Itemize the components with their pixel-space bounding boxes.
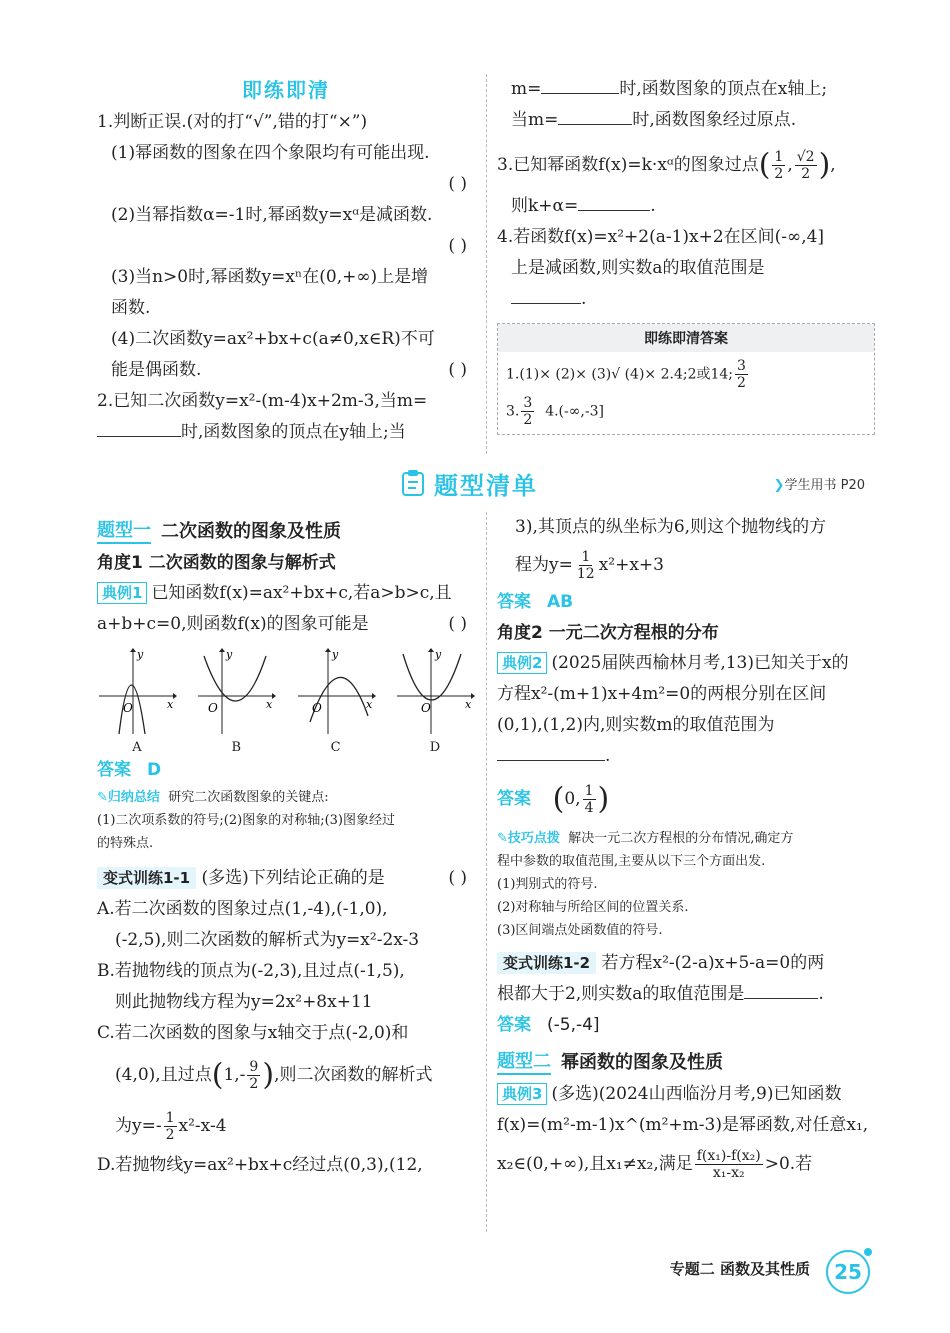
option-c-text: ,则二次函数的解析式 — [274, 1065, 433, 1085]
numerator: 1 — [584, 783, 594, 799]
option-d-cont: 3),其顶点的纵坐标为6,则这个抛物线的方 — [515, 517, 827, 537]
var1-stem-line — [97, 863, 475, 894]
answer-paren: ( ) — [448, 236, 467, 256]
answer-label: 答案 — [497, 789, 531, 809]
column-divider — [486, 512, 487, 1232]
ex3-line: f(x)=(m²-m-1)x^(m²+m-3)是幂函数,对任意x₁, — [497, 1114, 869, 1135]
denominator: 2 — [774, 166, 784, 182]
fraction — [772, 149, 785, 182]
ex1-line — [97, 609, 475, 640]
section-banner — [400, 466, 560, 500]
paren-right: ) — [818, 147, 831, 183]
option-a-cont: (-2,5),则二次函数的解析式为y=x²-2x-3 — [115, 930, 420, 950]
fraction — [575, 549, 597, 582]
paren-left: ( — [211, 1057, 224, 1093]
tip-text: (3)区间端点处函数值的符号. — [497, 922, 663, 938]
page-footer — [0, 1250, 950, 1290]
q1-item: (1)幂函数的图象在四个象限均有可能出现. — [111, 143, 430, 163]
q2-text: 时,函数图象经过原点. — [632, 110, 797, 130]
option-d-cont — [497, 543, 875, 587]
fill-blank[interactable] — [511, 285, 581, 304]
ex3-label: 典例3 — [497, 1083, 547, 1105]
answer-label: 答案 — [497, 592, 531, 612]
answer-value: (-5,-4] — [547, 1014, 600, 1035]
graph-label: B — [231, 740, 242, 755]
ex2-text: (2025届陕西榆林月考,13)已知关于x的 — [551, 653, 849, 673]
q1-item-text: 能是偶函数. — [111, 360, 202, 380]
paren-left: ( — [758, 147, 771, 183]
q3-text: 3.已知幂函数f(x)=k·xᵅ的图象过点 — [497, 155, 759, 175]
chapter-label: 专题二 函数及其性质 — [669, 1260, 810, 1278]
option-c-cont: (4,0),且过点(1,- $\frac{9}{2}$ ),则二次函数的解析式 — [115, 1057, 433, 1093]
practice-right-column — [497, 74, 875, 435]
answers-row — [506, 395, 866, 428]
topic2-heading — [497, 1047, 875, 1075]
answer-paren: ( ) — [448, 868, 467, 888]
q2-text: m= — [511, 79, 542, 99]
fill-blank[interactable] — [558, 106, 632, 125]
q2-text: 时,函数图象的顶点在x轴上; — [619, 79, 828, 99]
q3-text: , — [830, 155, 836, 175]
q4-line: 上是减函数,则实数a的取值范围是 — [511, 257, 765, 278]
q4-line: . — [497, 284, 875, 315]
graph-options — [97, 646, 475, 755]
topic1-left-column — [97, 512, 475, 1181]
var1-stem: (多选)下列结论正确的是 — [201, 868, 385, 888]
summary-text: 研究二次函数图象的关键点: — [168, 790, 329, 805]
q2-line: 2.已知二次函数y=x²-(m-4)x+2m-3,当m= — [97, 391, 428, 411]
denominator: 2 — [523, 411, 533, 428]
axis-y-label: y — [434, 648, 442, 661]
topic1-tag: 题型一 — [97, 516, 151, 544]
angle2-heading: 角度2 一元二次方程根的分布 — [497, 623, 719, 643]
summary-head-text: 归纳总结 — [107, 790, 160, 805]
ex3-line — [497, 1079, 875, 1110]
ex1-line — [97, 578, 475, 609]
ex1-answer — [97, 755, 475, 786]
paren-right: ) — [597, 781, 610, 817]
ex3-text: (多选)(2024山西临汾月考,9)已知函数 — [551, 1083, 842, 1104]
answer-value: 0, — [564, 789, 581, 809]
summary-text: (1)二次项系数的符号;(2)图象的对称轴;(3)图象经过 — [97, 813, 396, 828]
answer-paren: ( ) — [448, 360, 467, 380]
summary-row — [97, 786, 475, 809]
denominator: x₁-x₂ — [712, 1164, 745, 1181]
var2-label: 变式训练1-2 — [497, 952, 596, 974]
fraction — [795, 149, 817, 182]
denominator: 12 — [576, 566, 595, 582]
numerator: √2 — [796, 149, 815, 165]
var1-label: 变式训练1-1 — [97, 867, 196, 889]
tip-text: (2)对称轴与所给区间的位置关系. — [497, 899, 689, 915]
axis-y-label: y — [137, 648, 144, 661]
tip-head-text: 技巧点拨 — [507, 830, 560, 846]
denominator: 2 — [165, 1126, 175, 1143]
q1-stem: 1.判断正误.(对的打“√”,错的打“×”) — [97, 112, 368, 132]
ex3-line — [497, 1141, 875, 1187]
option-a[interactable]: A.若二次函数的图象过点(1,-4),(-1,0), — [97, 899, 388, 919]
graph-b — [196, 646, 276, 736]
q2-text: 当m= — [511, 110, 559, 130]
chevron-right-icon: ❯ — [773, 478, 785, 493]
var2-text: 根都大于2,则实数a的取值范围是 — [497, 983, 745, 1004]
var1-answer — [497, 587, 875, 618]
q1-item: (2)当幂指数α=-1时,幂函数y=xᵅ是减函数. — [111, 205, 433, 225]
ex3-text: x₂∈(0,+∞),且x₁≠x₂,满足 — [497, 1153, 693, 1174]
numerator: 3 — [523, 394, 533, 411]
paren-right: ) — [262, 1057, 275, 1093]
option-b[interactable]: B.若抛物线的顶点为(-2,3),且过点(-1,5), — [97, 961, 405, 981]
tip-row — [497, 827, 875, 850]
ex2-line: (0,1),(1,2)内,则实数m的取值范围为 — [497, 715, 775, 735]
graph-option-b[interactable] — [196, 646, 276, 755]
practice-left-column — [97, 74, 475, 448]
answer-label: 答案 — [97, 760, 131, 780]
axis-x-label: x — [464, 698, 472, 711]
answers-text: 4.(-∞,-3] — [545, 403, 604, 419]
fraction — [247, 1059, 260, 1092]
denominator: 2 — [737, 374, 746, 391]
ex2-line — [497, 648, 875, 679]
ex2-answer — [497, 772, 875, 827]
summary-note — [97, 786, 475, 855]
option-d-text: 程为y= — [515, 555, 573, 575]
option-c-text: x²-x-4 — [178, 1115, 227, 1136]
q1-item — [97, 355, 475, 386]
ex1-label: 典例1 — [97, 582, 147, 604]
answer-paren: ( ) — [448, 174, 467, 194]
axis-x-label: x — [266, 698, 273, 711]
q2-line — [97, 417, 475, 448]
option-c-text: (4,0),且过点 — [115, 1065, 212, 1085]
column-divider — [486, 74, 487, 454]
fill-blank[interactable] — [744, 980, 818, 999]
axis-x-label: x — [167, 698, 174, 711]
topic1-right-column — [497, 512, 875, 1187]
answers-text: 1.(1)× (2)× (3)√ (4)× 2.4;2或14; — [506, 366, 734, 382]
topic2-tag: 题型二 — [497, 1047, 551, 1075]
numerator: 3 — [737, 357, 746, 374]
fraction — [695, 1148, 763, 1181]
graph-a — [97, 646, 177, 736]
option-d[interactable]: D.若抛物线y=ax²+bx+c经过点(0,3),(12, — [97, 1154, 423, 1175]
q1-item: 函数. — [111, 298, 151, 318]
graph-d — [395, 646, 475, 736]
decor-dot — [864, 1248, 872, 1256]
answers-box — [497, 323, 875, 435]
answer-value: AB — [547, 592, 574, 612]
denominator: 2 — [801, 166, 811, 182]
graph-label: C — [330, 740, 341, 755]
fraction — [735, 358, 748, 391]
answer-label: 答案 — [497, 1014, 531, 1035]
tip-head: ✎技巧点拨 — [497, 830, 560, 846]
option-c-cont — [97, 1102, 475, 1150]
answer-paren: ( ) — [448, 614, 467, 634]
clipboard-icon — [400, 469, 426, 497]
graph-option-c[interactable] — [296, 646, 376, 755]
graph-option-d[interactable] — [395, 646, 475, 755]
book-reference-text: 学生用书 P20 — [784, 478, 865, 493]
q1-item: (4)二次函数y=ax²+bx+c(a≠0,x∈R)不可 — [111, 329, 435, 349]
graph-label: A — [132, 740, 142, 755]
axis-origin-label: O — [420, 701, 431, 715]
axis-origin-label: O — [123, 701, 133, 715]
q4-line: 4.若函数f(x)=x²+2(a-1)x+2在区间(-∞,4] — [497, 226, 825, 247]
axis-y-label: y — [331, 648, 338, 661]
section-banner-title: 题型清单 — [434, 471, 538, 500]
ex2-line: 方程x²-(m+1)x+4m²=0的两根分别在区间 — [497, 684, 827, 704]
ex2-blank-line: . — [497, 741, 875, 772]
summary-text: 的特殊点. — [97, 836, 154, 851]
axis-x-label: x — [365, 698, 372, 711]
topic1-heading — [97, 516, 475, 544]
practice-title: 即练即清 — [242, 78, 330, 102]
numerator: 1 — [774, 149, 784, 165]
numerator: 1 — [165, 1109, 175, 1126]
ex2-label: 典例2 — [497, 652, 547, 674]
fill-blank[interactable] — [578, 192, 650, 211]
q3-line2: 则k+α= . — [497, 191, 875, 222]
fill-blank[interactable] — [497, 742, 605, 761]
answers-row — [506, 358, 866, 391]
point-value: 1 — [223, 1065, 235, 1085]
q2-cont-line — [497, 74, 875, 105]
graph-label: D — [429, 740, 441, 755]
fraction — [164, 1110, 177, 1143]
tip-text: 程中参数的取值范围,主要从以下三个方面出发. — [497, 853, 766, 869]
angle1-heading: 角度1 二次函数的图象与解析式 — [97, 553, 336, 573]
denominator: 4 — [584, 800, 594, 816]
numerator: f(x₁)-f(x₂) — [696, 1147, 761, 1164]
summary-head: ✎归纳总结 — [97, 790, 160, 805]
var2-line: 根都大于2,则实数a的取值范围是 . — [497, 979, 875, 1010]
var2-line — [497, 948, 875, 979]
fraction — [521, 395, 534, 428]
q2-cont-line — [497, 105, 875, 136]
tip-text: (1)判别式的符号. — [497, 876, 598, 892]
tip-note — [497, 827, 875, 942]
paren-left: ( — [552, 781, 565, 817]
topic2-title: 幂函数的图象及性质 — [561, 1051, 723, 1073]
option-c-text: 为y=- — [115, 1115, 162, 1136]
page-number: 25 — [826, 1250, 870, 1294]
graph-c — [296, 646, 376, 736]
numerator: 9 — [249, 1059, 259, 1075]
answers-body — [498, 352, 874, 434]
q1-item: (3)当n>0时,幂函数y=xⁿ在(0,+∞)上是增 — [111, 267, 429, 287]
axis-y-label: y — [226, 648, 233, 661]
option-b-cont: 则此抛物线方程为y=2x²+8x+11 — [115, 992, 373, 1012]
q3-text: 则k+α= — [511, 195, 579, 216]
fill-blank[interactable] — [541, 75, 619, 94]
q3-line: 3.已知幂函数f(x)=k·xᵅ的图象过点( $\frac{1}{2}$ , $\frac{√2}{2}$ ), — [497, 147, 836, 183]
var2-text: 若方程x²-(2-a)x+5-a=0的两 — [601, 952, 825, 973]
answers-title: 即练即清答案 — [498, 324, 874, 352]
fraction — [583, 783, 596, 816]
fill-blank[interactable] — [97, 418, 181, 437]
axis-origin-label: O — [208, 701, 219, 715]
ex1-text: 已知函数f(x)=ax²+bx+c,若a>b>c,且 — [151, 583, 452, 603]
q2-text: 时,函数图象的顶点在y轴上;当 — [181, 422, 406, 442]
answer-value: D — [147, 760, 162, 780]
topic1-title: 二次函数的图象及性质 — [161, 521, 341, 542]
option-d-text: x²+x+3 — [598, 555, 664, 575]
var2-answer — [497, 1010, 875, 1041]
ex1-text: a+b+c=0,则函数f(x)的图象可能是 — [97, 614, 369, 634]
answers-text: 3. — [506, 403, 520, 419]
axis-origin-label: O — [311, 701, 322, 715]
numerator: 1 — [581, 549, 591, 565]
option-c[interactable]: C.若二次函数的图象与x轴交于点(-2,0)和 — [97, 1023, 409, 1043]
ex3-text: >0.若 — [764, 1153, 813, 1174]
denominator: 2 — [249, 1076, 259, 1092]
tip-text: 解决一元二次方程根的分布情况,确定方 — [568, 830, 794, 846]
book-reference — [774, 474, 865, 493]
graph-option-a[interactable] — [97, 646, 177, 755]
